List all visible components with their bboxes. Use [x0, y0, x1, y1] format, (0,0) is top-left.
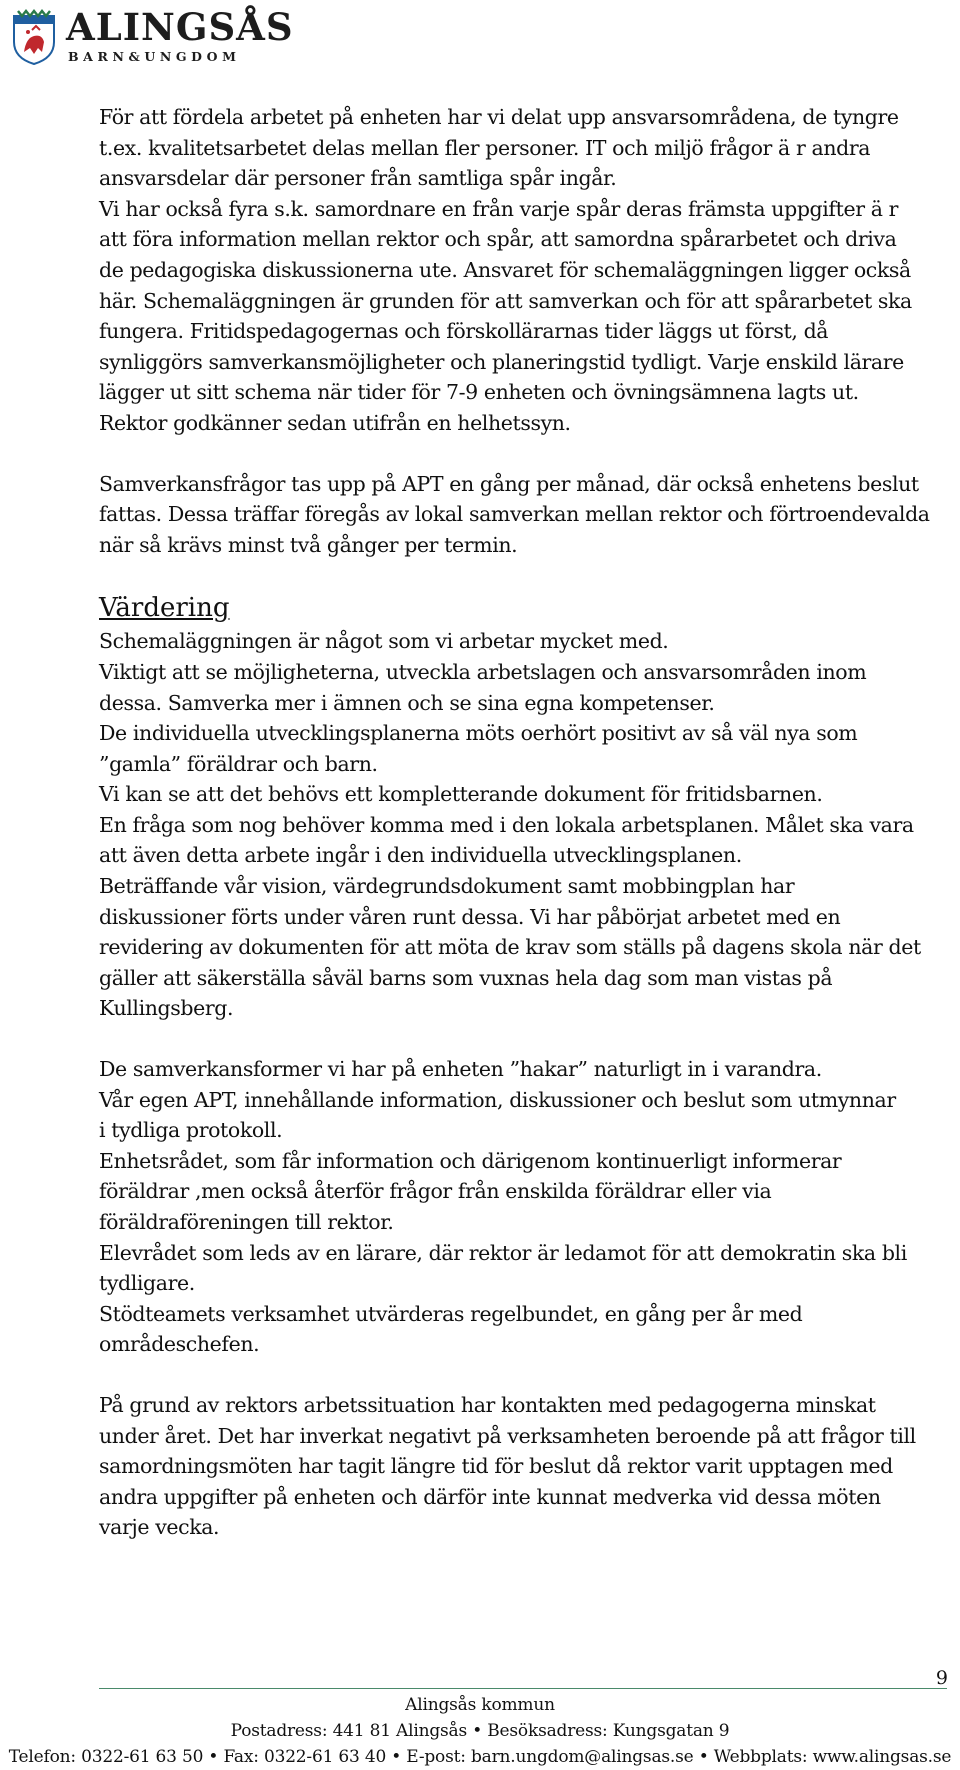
text-line: lägger ut sitt schema när tider för 7-9 enheten och övningsämnena lagts ut.: [99, 380, 859, 405]
footer-organisation: Alingsås kommun: [405, 1695, 555, 1715]
text-line: föräldraföreningen till rektor.: [99, 1210, 394, 1234]
text-line: Rektor godkänner sedan utifrån en helhetssyn.: [99, 410, 571, 435]
text-line: de pedagogiska diskussionerna ute. Ansvaret för schemaläggningen ligger också: [99, 257, 911, 282]
text-line: när så krävs minst två gånger per termin.: [99, 532, 518, 557]
text-line: under året. Det har inverkat negativt på verksamheten beroende på att frågor till: [99, 1423, 916, 1448]
section-heading: Värdering: [99, 593, 230, 624]
text-line: här. Schemaläggningen är grunden för att samverkan och för att spårarbetet ska: [99, 288, 912, 313]
text-line: De samverkansformer vi har på enheten ”hakar” naturligt in i varandra.: [99, 1057, 822, 1082]
paragraph-samverkan: [99, 469, 959, 561]
logo-title: ALINGSÅS: [66, 5, 294, 49]
paragraph-rektor: [99, 1390, 959, 1543]
paragraph-organisation: [99, 102, 959, 439]
text-line: ansvarsdelar där personer från samtliga spår ingår.: [99, 166, 617, 191]
text-line: t.ex. kvalitetsarbetet delas mellan fler personer. IT och miljö frågor ä r andra: [99, 135, 871, 160]
text-line: andra uppgifter på enheten och därför inte kunnat medverka vid dessa möten: [99, 1484, 881, 1509]
text-line: Kullingsberg.: [99, 996, 234, 1021]
paragraph-samverkansformer: [99, 1054, 959, 1360]
text-line: Beträffande vår vision, värdegrundsdokument samt mobbingplan har: [99, 874, 795, 899]
text-line: föräldrar ,men också återför frågor från enskilda föräldrar eller via: [99, 1179, 772, 1204]
text-line: samordningsmöten har tagit längre tid för beslut då rektor varit upptagen med: [99, 1454, 893, 1479]
text-line: Schemaläggningen är något som vi arbetar mycket med.: [99, 629, 669, 654]
text-line: En fråga som nog behöver komma med i den lokala arbetsplanen. Målet ska vara: [99, 812, 914, 837]
text-line: diskussioner förts under våren runt dessa. Vi har påbörjat arbetet med en: [99, 904, 841, 929]
text-line: Enhetsrådet, som får information och därigenom kontinuerligt informerar: [99, 1148, 842, 1173]
text-line: områdeschefen.: [99, 1332, 260, 1357]
text-line: För att fördela arbetet på enheten har vi delat upp ansvarsområdena, de tyngre: [99, 105, 899, 129]
footer-address: Postadress: 441 81 Alingsås • Besöksadress: Kungsgatan 9: [230, 1721, 730, 1741]
text-line: synliggörs samverkansmöjligheter och planeringstid tydligt. Varje enskild lärare: [99, 349, 904, 374]
text-line: Elevrådet som leds av en lärare, där rektor är ledamot för att demokratin ska bli: [99, 1240, 907, 1265]
footer-contact: Telefon: 0322-61 63 50 • Fax: 0322-61 63 40 • E-post: barn.ungdom@alingsas.se • Webbplats: www.alingsas.se: [8, 1747, 952, 1767]
text-line: På grund av rektors arbetssituation har kontakten med pedagogerna minskat: [99, 1392, 876, 1417]
text-line: Vi har också fyra s.k. samordnare en från varje spår deras främsta uppgifter ä r: [99, 196, 899, 221]
text-line: revidering av dokumenten för att möta de krav som ställs på dagens skola när det: [99, 935, 921, 960]
text-line: De individuella utvecklingsplanerna möts oerhört positivt av så väl nya som: [99, 721, 858, 746]
text-line: gäller att säkerställa såväl barns som vuxnas hela dag som man vistas på: [99, 965, 833, 990]
crest-logo-icon: [12, 8, 56, 66]
text-line: dessa. Samverka mer i ämnen och se sina egna kompetenser.: [99, 690, 715, 715]
page-number: 9: [935, 1667, 948, 1689]
text-line: Vi kan se att det behövs ett kompletterande dokument för fritidsbarnen.: [99, 782, 823, 807]
text-line: fungera. Fritidspedagogernas och förskollärarnas tider läggs ut först, då: [99, 319, 829, 344]
footer-divider: [99, 1688, 947, 1689]
text-line: ”gamla” föräldrar och barn.: [99, 751, 378, 776]
text-line: Viktigt att se möjligheterna, utveckla arbetslagen och ansvarsområden inom: [99, 659, 867, 684]
text-line: i tydliga protokoll.: [99, 1118, 283, 1143]
document-body: [99, 102, 959, 1543]
text-line: Stödteamets verksamhet utvärderas regelbundet, en gång per år med: [99, 1301, 803, 1326]
text-line: att föra information mellan rektor och spår, att samordna spårarbetet och driva: [99, 227, 897, 252]
text-line: att även detta arbete ingår i den individuella utvecklingsplanen.: [99, 843, 742, 868]
text-line: Vår egen APT, innehållande information, diskussioner och beslut som utmynnar: [99, 1087, 896, 1112]
text-line: tydligare.: [99, 1271, 195, 1296]
page-header: [12, 6, 292, 72]
text-line: fattas. Dessa träffar föregås av lokal samverkan mellan rektor och förtroendevalda: [99, 502, 930, 527]
text-line: varje vecka.: [99, 1515, 220, 1540]
logo-subtitle: BARN&UNGDOM: [68, 49, 241, 64]
paragraph-vardering: [99, 626, 959, 1024]
text-line: Samverkansfrågor tas upp på APT en gång per månad, där också enhetens beslut: [99, 471, 919, 496]
